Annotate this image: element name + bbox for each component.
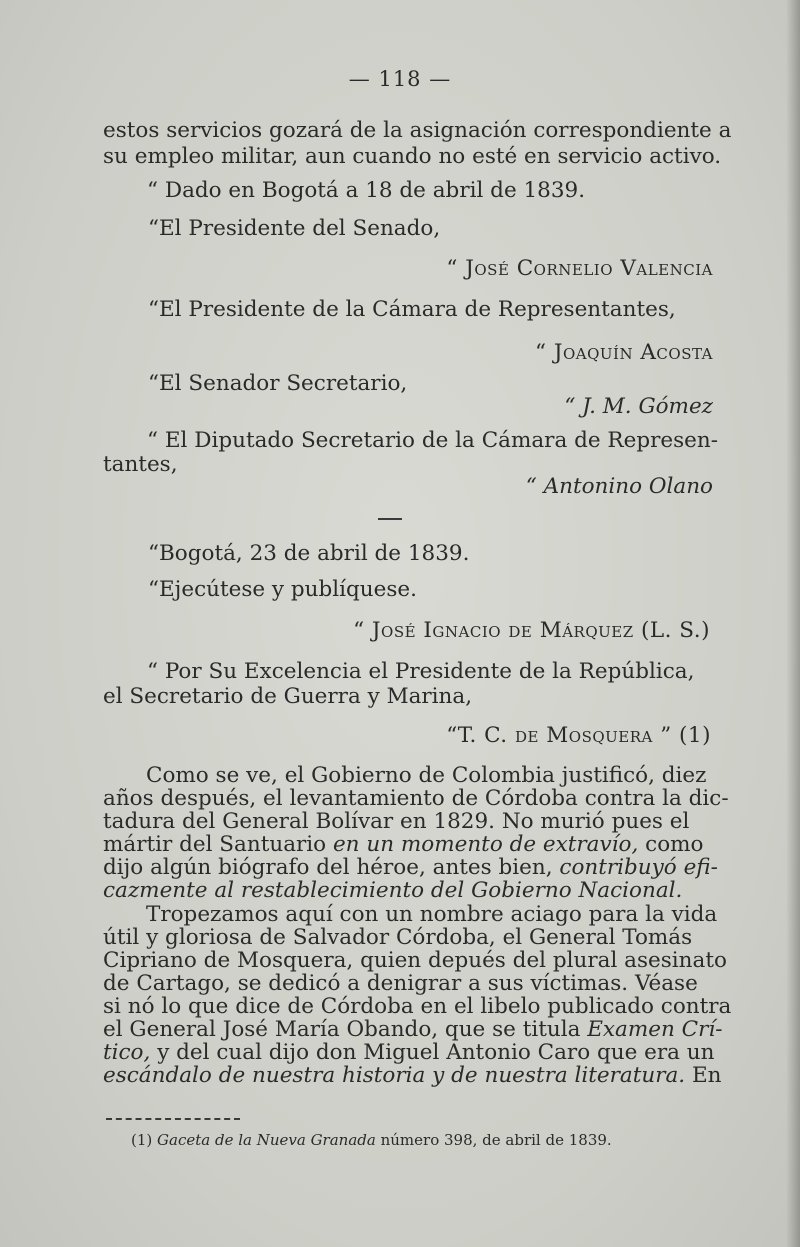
text-run: mártir del Santuario [103, 832, 327, 857]
body-line: útil y gloriosa de Salvador Córdoba, el General Tomás [103, 925, 693, 950]
footnote-marker: (1) [131, 1131, 153, 1149]
body-line: tadura del General Bolívar en 1829. No murió pues el [103, 809, 690, 834]
signature-name: “ J. M. Gómez [564, 394, 713, 419]
footnote-source: Gaceta de la Nueva Granada [157, 1131, 376, 1149]
body-line: su empleo militar, aun cuando no esté en servicio activo. [103, 144, 722, 169]
footnote-text: número 398, de abril de 1839. [380, 1131, 612, 1149]
sanction-line: “Ejecútese y publíquese. [148, 577, 417, 602]
italic-run: en un momento de extravío, [332, 832, 639, 857]
signature-name: “ Antonino Olano [525, 474, 713, 499]
body-line: estos servicios gozará de la asignación correspondiente a [103, 118, 732, 143]
text-run: y del cual dijo don Miguel Antonio Caro que era un [157, 1040, 715, 1065]
body-line: si nó lo que dice de Córdoba en el libelo publicado contra [103, 994, 732, 1019]
page-edge-shadow [786, 0, 800, 1247]
body-line: de Cartago, se dedicó a denigrar a sus víctimas. Véase [103, 971, 698, 996]
body-line: Tropezamos aquí con un nombre aciago para la vida [146, 902, 718, 927]
body-line: años después, el levantamiento de Córdoba contra la dic- [103, 786, 729, 811]
italic-run: tico, [103, 1040, 151, 1065]
signatory-title: “El Presidente de la Cámara de Representantes, [148, 297, 676, 322]
signatory-title: “ El Diputado Secretario de la Cámara de Represen- [147, 428, 718, 453]
footnote-rule [106, 1118, 240, 1120]
signatory-title: “El Senador Secretario, [148, 371, 408, 396]
text-run: dijo algún biógrafo del héroe, antes bien, [103, 855, 553, 880]
text-run: como [645, 832, 704, 857]
signature-name: “T. C. de Mosquera ” (1) [446, 723, 711, 748]
body-line: Cipriano de Mosquera, quien depués del plural asesinato [103, 948, 727, 973]
sanction-date-line: “Bogotá, 23 de abril de 1839. [148, 541, 470, 566]
body-line: Como se ve, el Gobierno de Colombia justificó, diez [146, 763, 707, 788]
body-line: cazmente al restablecimiento del Gobierno Nacional. [103, 878, 683, 903]
signatory-title: “El Presidente del Senado, [148, 216, 441, 241]
footnote [131, 1130, 612, 1150]
page-number: — 118 — [348, 67, 452, 91]
italic-run: contribuyó efi- [559, 855, 718, 880]
signature-name: “ Joaquín Acosta [535, 340, 713, 365]
signature-name: “ José Ignacio de Márquez (L. S.) [353, 618, 710, 643]
body-line [103, 1063, 722, 1089]
text-run: En [691, 1063, 722, 1088]
signature-name: “ José Cornelio Valencia [446, 256, 713, 281]
text-run: el General José María Obando, que se titula [103, 1017, 581, 1042]
italic-run: escándalo de nuestra historia y de nuestra literatura. [103, 1063, 686, 1088]
italic-run: Examen Crí- [587, 1017, 723, 1042]
decree-date-line: “ Dado en Bogotá a 18 de abril de 1839. [147, 178, 586, 203]
signatory-title: “ Por Su Excelencia el Presidente de la República, [147, 659, 695, 684]
signatory-title: tantes, [103, 452, 178, 477]
section-divider [378, 518, 402, 520]
signatory-title: el Secretario de Guerra y Marina, [103, 684, 473, 709]
